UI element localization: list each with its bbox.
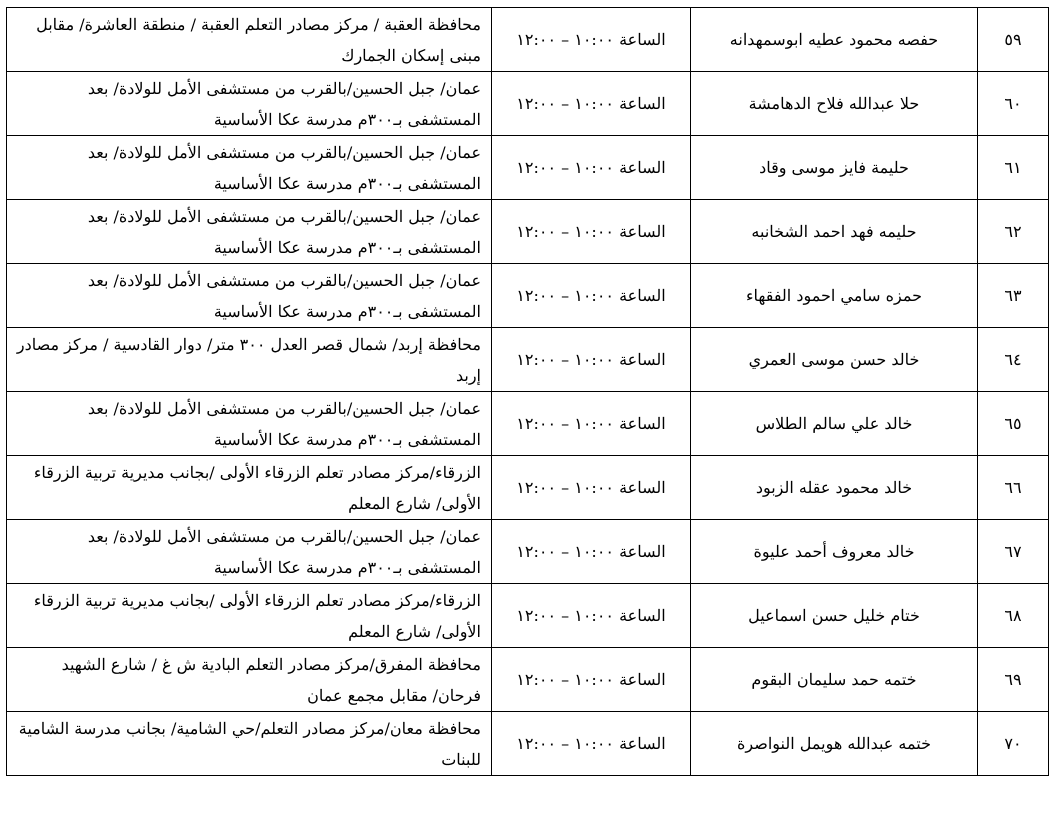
row-number: ٦٦ (978, 456, 1049, 520)
time-slot (492, 264, 691, 328)
location-address: عمان/ جبل الحسين/بالقرب من مستشفى الأمل للولادة/ بعد المستشفى بـ٣٠٠م مدرسة عكا الأساسية (7, 264, 492, 328)
table-row (7, 328, 1049, 392)
table-row (7, 392, 1049, 456)
time-slot-text: الساعة ١٠:٠٠ – ١٢:٠٠ (516, 158, 666, 177)
time-slot (492, 328, 691, 392)
person-name: خالد محمود عقله الزبود (691, 456, 978, 520)
time-slot-text: الساعة ١٠:٠٠ – ١٢:٠٠ (516, 478, 666, 497)
location-address: عمان/ جبل الحسين/بالقرب من مستشفى الأمل للولادة/ بعد المستشفى بـ٣٠٠م مدرسة عكا الأساسية (7, 520, 492, 584)
table-row (7, 648, 1049, 712)
time-slot-text: الساعة ١٠:٠٠ – ١٢:٠٠ (516, 350, 666, 369)
location-address: عمان/ جبل الحسين/بالقرب من مستشفى الأمل للولادة/ بعد المستشفى بـ٣٠٠م مدرسة عكا الأساسية (7, 72, 492, 136)
table-row (7, 264, 1049, 328)
time-slot (492, 200, 691, 264)
time-slot-text: الساعة ١٠:٠٠ – ١٢:٠٠ (516, 94, 666, 113)
time-slot (492, 712, 691, 776)
table-row (7, 584, 1049, 648)
row-number: ٦٢ (978, 200, 1049, 264)
time-slot (492, 136, 691, 200)
table-row (7, 520, 1049, 584)
row-number: ٦٨ (978, 584, 1049, 648)
table-row (7, 136, 1049, 200)
location-address: محافظة إربد/ شمال قصر العدل ٣٠٠ متر/ دوار القادسية / مركز مصادر إربد (7, 328, 492, 392)
row-number: ٦٧ (978, 520, 1049, 584)
location-address: محافظة المفرق/مركز مصادر التعلم البادية ش غ / شارع الشهيد فرحان/ مقابل مجمع عمان (7, 648, 492, 712)
person-name: خالد علي سالم الطلاس (691, 392, 978, 456)
time-slot-text: الساعة ١٠:٠٠ – ١٢:٠٠ (516, 286, 666, 305)
time-slot (492, 648, 691, 712)
person-name: خالد معروف أحمد عليوة (691, 520, 978, 584)
time-slot (492, 72, 691, 136)
time-slot-text: الساعة ١٠:٠٠ – ١٢:٠٠ (516, 670, 666, 689)
table-row (7, 712, 1049, 776)
time-slot (492, 8, 691, 72)
time-slot-text: الساعة ١٠:٠٠ – ١٢:٠٠ (516, 30, 666, 49)
table-body (7, 8, 1049, 776)
table-row (7, 456, 1049, 520)
time-slot-text: الساعة ١٠:٠٠ – ١٢:٠٠ (516, 222, 666, 241)
row-number: ٦٠ (978, 72, 1049, 136)
person-name: حليمه فهد احمد الشخانبه (691, 200, 978, 264)
row-number: ٦١ (978, 136, 1049, 200)
person-name: حفصه محمود عطيه ابوسمهدانه (691, 8, 978, 72)
time-slot (492, 584, 691, 648)
row-number: ٧٠ (978, 712, 1049, 776)
person-name: ختمه حمد سليمان البقوم (691, 648, 978, 712)
location-address: عمان/ جبل الحسين/بالقرب من مستشفى الأمل للولادة/ بعد المستشفى بـ٣٠٠م مدرسة عكا الأساسية (7, 136, 492, 200)
row-number: ٦٩ (978, 648, 1049, 712)
time-slot (492, 456, 691, 520)
appointments-table (6, 7, 1049, 776)
location-address: عمان/ جبل الحسين/بالقرب من مستشفى الأمل للولادة/ بعد المستشفى بـ٣٠٠م مدرسة عكا الأساسية (7, 392, 492, 456)
person-name: ختام خليل حسن اسماعيل (691, 584, 978, 648)
time-slot-text: الساعة ١٠:٠٠ – ١٢:٠٠ (516, 542, 666, 561)
location-address: الزرقاء/مركز مصادر تعلم الزرقاء الأولى /بجانب مديرية تربية الزرقاء الأولى/ شارع المعلم (7, 584, 492, 648)
table-row (7, 8, 1049, 72)
time-slot (492, 392, 691, 456)
location-address: عمان/ جبل الحسين/بالقرب من مستشفى الأمل للولادة/ بعد المستشفى بـ٣٠٠م مدرسة عكا الأساسية (7, 200, 492, 264)
table-row (7, 72, 1049, 136)
time-slot-text: الساعة ١٠:٠٠ – ١٢:٠٠ (516, 606, 666, 625)
time-slot-text: الساعة ١٠:٠٠ – ١٢:٠٠ (516, 734, 666, 753)
table-row (7, 200, 1049, 264)
time-slot-text: الساعة ١٠:٠٠ – ١٢:٠٠ (516, 414, 666, 433)
row-number: ٦٥ (978, 392, 1049, 456)
row-number: ٥٩ (978, 8, 1049, 72)
person-name: ختمه عبدالله هويمل النواصرة (691, 712, 978, 776)
person-name: حليمة فايز موسى وقاد (691, 136, 978, 200)
row-number: ٦٣ (978, 264, 1049, 328)
person-name: حمزه سامي احمود الفقهاء (691, 264, 978, 328)
location-address: محافظة العقبة / مركز مصادر التعلم العقبة / منطقة العاشرة/ مقابل مبنى إسكان الجمارك (7, 8, 492, 72)
location-address: محافظة معان/مركز مصادر التعلم/حي الشامية/ بجانب مدرسة الشامية للبنات (7, 712, 492, 776)
person-name: حلا عبدالله فلاح الدهامشة (691, 72, 978, 136)
row-number: ٦٤ (978, 328, 1049, 392)
time-slot (492, 520, 691, 584)
location-address: الزرقاء/مركز مصادر تعلم الزرقاء الأولى /بجانب مديرية تربية الزرقاء الأولى/ شارع المعلم (7, 456, 492, 520)
person-name: خالد حسن موسى العمري (691, 328, 978, 392)
